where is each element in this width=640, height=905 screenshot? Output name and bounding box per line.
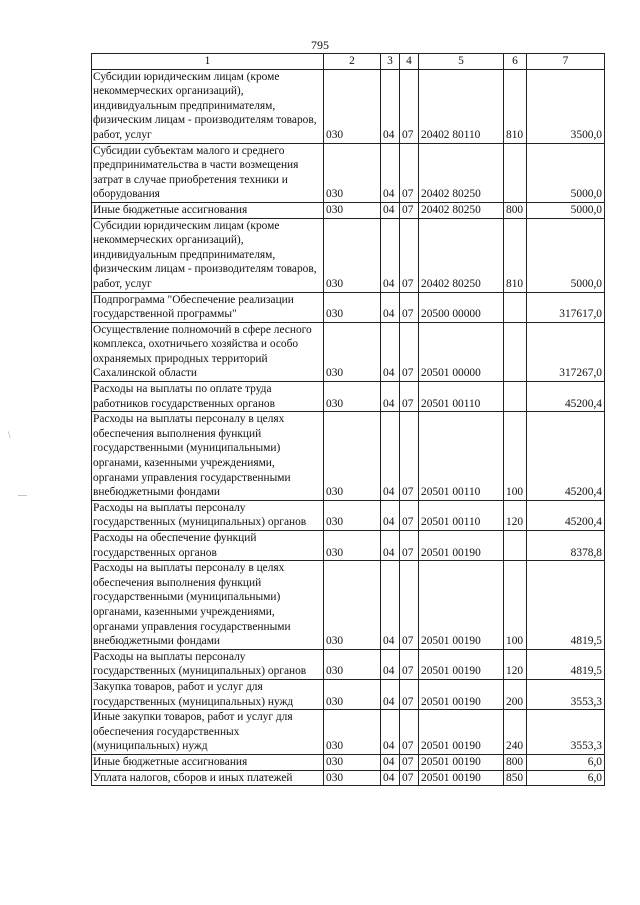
admin-code: 030 xyxy=(324,679,381,709)
expense-type-code: 810 xyxy=(504,69,527,143)
item-name: Осуществление полномочий в сфере лесного комплекса, охотничьего хозяйства и особо охраняемых природных территорий Сахалинской области xyxy=(92,322,324,381)
column-header: 1 xyxy=(92,54,324,70)
table-row xyxy=(92,202,605,218)
expense-type-code: 120 xyxy=(504,649,527,679)
expense-type-code xyxy=(504,143,527,202)
section-code: 04 xyxy=(381,202,400,218)
subsection-code: 07 xyxy=(400,218,419,292)
target-article-code: 20501 00190 xyxy=(419,679,504,709)
table-header-row xyxy=(92,54,605,70)
column-header: 5 xyxy=(419,54,504,70)
admin-code: 030 xyxy=(324,500,381,530)
item-name: Расходы на выплаты по оплате труда работников государственных органов xyxy=(92,382,324,412)
amount: 317267,0 xyxy=(527,322,605,381)
subsection-code: 07 xyxy=(400,561,419,650)
admin-code: 030 xyxy=(324,322,381,381)
column-header: 4 xyxy=(400,54,419,70)
expense-type-code: 100 xyxy=(504,561,527,650)
target-article-code: 20501 00190 xyxy=(419,770,504,786)
target-article-code: 20501 00110 xyxy=(419,500,504,530)
subsection-code: 07 xyxy=(400,649,419,679)
amount: 8378,8 xyxy=(527,531,605,561)
amount: 4819,5 xyxy=(527,561,605,650)
target-article-code: 20402 80110 xyxy=(419,69,504,143)
table-row xyxy=(92,754,605,770)
section-code: 04 xyxy=(381,412,400,501)
section-code: 04 xyxy=(381,561,400,650)
item-name: Субсидии юридическим лицам (кроме некоммерческих организаций), индивидуальным предпринимателям, физическим лицам - производителям товаров, работ, услуг xyxy=(92,218,324,292)
table-row xyxy=(92,412,605,501)
expense-type-code xyxy=(504,322,527,381)
expense-type-code: 120 xyxy=(504,500,527,530)
admin-code: 030 xyxy=(324,202,381,218)
subsection-code: 07 xyxy=(400,322,419,381)
admin-code: 030 xyxy=(324,292,381,322)
item-name: Расходы на выплаты персоналу в целях обеспечения выполнения функций государственными (муниципальными) органами, казенными учреждениями, органами управления государственными внебюджетными фондами xyxy=(92,561,324,650)
target-article-code: 20501 00110 xyxy=(419,412,504,501)
expense-type-code: 240 xyxy=(504,710,527,755)
table-row xyxy=(92,649,605,679)
expense-type-code: 810 xyxy=(504,218,527,292)
table-row xyxy=(92,69,605,143)
expense-type-code: 100 xyxy=(504,412,527,501)
expense-type-code: 200 xyxy=(504,679,527,709)
subsection-code: 07 xyxy=(400,382,419,412)
section-code: 04 xyxy=(381,218,400,292)
amount: 6,0 xyxy=(527,754,605,770)
amount: 6,0 xyxy=(527,770,605,786)
subsection-code: 07 xyxy=(400,710,419,755)
amount: 317617,0 xyxy=(527,292,605,322)
subsection-code: 07 xyxy=(400,754,419,770)
table-row xyxy=(92,531,605,561)
admin-code: 030 xyxy=(324,412,381,501)
target-article-code: 20402 80250 xyxy=(419,143,504,202)
item-name: Закупка товаров, работ и услуг для государственных (муниципальных) нужд xyxy=(92,679,324,709)
item-name: Расходы на выплаты персоналу в целях обеспечения выполнения функций государственными (муниципальными) органами, казенными учреждениями, органами управления государственными внебюджетными фондами xyxy=(92,412,324,501)
column-header: 3 xyxy=(381,54,400,70)
table-row xyxy=(92,770,605,786)
target-article-code: 20501 00000 xyxy=(419,322,504,381)
section-code: 04 xyxy=(381,292,400,322)
amount: 5000,0 xyxy=(527,202,605,218)
amount: 5000,0 xyxy=(527,143,605,202)
column-header: 7 xyxy=(527,54,605,70)
item-name: Иные бюджетные ассигнования xyxy=(92,202,324,218)
admin-code: 030 xyxy=(324,143,381,202)
target-article-code: 20501 00190 xyxy=(419,649,504,679)
section-code: 04 xyxy=(381,649,400,679)
expense-type-code: 800 xyxy=(504,202,527,218)
column-header: 2 xyxy=(324,54,381,70)
section-code: 04 xyxy=(381,679,400,709)
table-row xyxy=(92,292,605,322)
expense-type-code: 850 xyxy=(504,770,527,786)
item-name: Расходы на обеспечение функций государственных органов xyxy=(92,531,324,561)
column-header: 6 xyxy=(504,54,527,70)
admin-code: 030 xyxy=(324,770,381,786)
expense-type-code: 800 xyxy=(504,754,527,770)
amount: 45200,4 xyxy=(527,382,605,412)
subsection-code: 07 xyxy=(400,69,419,143)
target-article-code: 20402 80250 xyxy=(419,202,504,218)
scan-speck: \ xyxy=(8,430,11,440)
subsection-code: 07 xyxy=(400,770,419,786)
expense-type-code xyxy=(504,382,527,412)
item-name: Иные бюджетные ассигнования xyxy=(92,754,324,770)
page-number: 795 xyxy=(311,38,329,52)
target-article-code: 20501 00110 xyxy=(419,382,504,412)
section-code: 04 xyxy=(381,500,400,530)
amount: 4819,5 xyxy=(527,649,605,679)
subsection-code: 07 xyxy=(400,143,419,202)
item-name: Субсидии субъектам малого и среднего предпринимательства в части возмещения затрат в случае приобретения техники и оборудования xyxy=(92,143,324,202)
target-article-code: 20501 00190 xyxy=(419,710,504,755)
expense-type-code xyxy=(504,292,527,322)
section-code: 04 xyxy=(381,710,400,755)
expense-type-code xyxy=(504,531,527,561)
section-code: 04 xyxy=(381,770,400,786)
admin-code: 030 xyxy=(324,382,381,412)
amount: 3500,0 xyxy=(527,69,605,143)
table-row xyxy=(92,500,605,530)
admin-code: 030 xyxy=(324,218,381,292)
item-name: Расходы на выплаты персоналу государственных (муниципальных) органов xyxy=(92,500,324,530)
subsection-code: 07 xyxy=(400,679,419,709)
table-row xyxy=(92,710,605,755)
scan-speck: — xyxy=(18,490,27,500)
table-row xyxy=(92,143,605,202)
table-row xyxy=(92,679,605,709)
subsection-code: 07 xyxy=(400,412,419,501)
item-name: Субсидии юридическим лицам (кроме некоммерческих организаций), индивидуальным предпринимателям, физическим лицам - производителям товаров, работ, услуг xyxy=(92,69,324,143)
table-row xyxy=(92,218,605,292)
amount: 45200,4 xyxy=(527,500,605,530)
item-name: Расходы на выплаты персоналу государственных (муниципальных) органов xyxy=(92,649,324,679)
amount: 5000,0 xyxy=(527,218,605,292)
subsection-code: 07 xyxy=(400,531,419,561)
admin-code: 030 xyxy=(324,710,381,755)
item-name: Уплата налогов, сборов и иных платежей xyxy=(92,770,324,786)
admin-code: 030 xyxy=(324,531,381,561)
target-article-code: 20501 00190 xyxy=(419,561,504,650)
admin-code: 030 xyxy=(324,69,381,143)
section-code: 04 xyxy=(381,531,400,561)
target-article-code: 20501 00190 xyxy=(419,531,504,561)
section-code: 04 xyxy=(381,754,400,770)
target-article-code: 20501 00190 xyxy=(419,754,504,770)
admin-code: 030 xyxy=(324,649,381,679)
amount: 3553,3 xyxy=(527,710,605,755)
item-name: Иные закупки товаров, работ и услуг для обеспечения государственных (муниципальных) нужд xyxy=(92,710,324,755)
admin-code: 030 xyxy=(324,754,381,770)
item-name: Подпрограмма "Обеспечение реализации государственной программы" xyxy=(92,292,324,322)
table-row xyxy=(92,382,605,412)
amount: 45200,4 xyxy=(527,412,605,501)
section-code: 04 xyxy=(381,382,400,412)
table-row xyxy=(92,561,605,650)
section-code: 04 xyxy=(381,322,400,381)
subsection-code: 07 xyxy=(400,202,419,218)
section-code: 04 xyxy=(381,143,400,202)
table-row xyxy=(92,322,605,381)
target-article-code: 20402 80250 xyxy=(419,218,504,292)
target-article-code: 20500 00000 xyxy=(419,292,504,322)
admin-code: 030 xyxy=(324,561,381,650)
subsection-code: 07 xyxy=(400,500,419,530)
amount: 3553,3 xyxy=(527,679,605,709)
section-code: 04 xyxy=(381,69,400,143)
budget-table xyxy=(91,53,605,786)
subsection-code: 07 xyxy=(400,292,419,322)
